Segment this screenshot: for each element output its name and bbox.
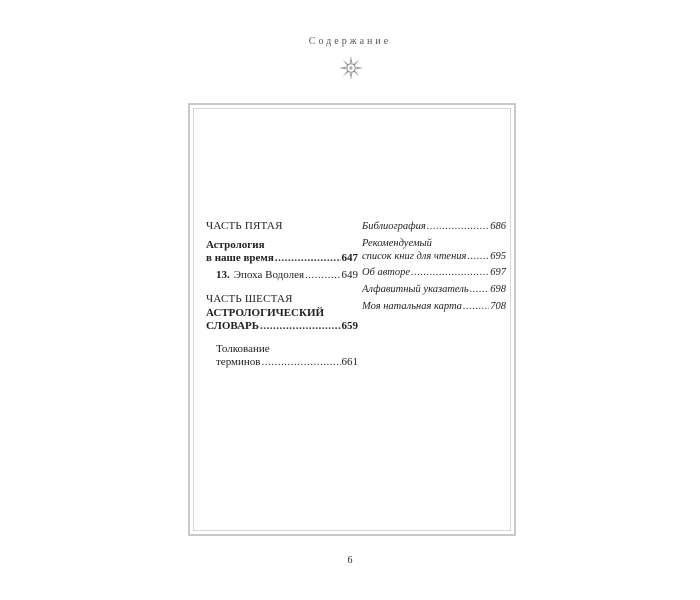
index-title: Алфавитный указатель [362, 284, 469, 295]
leader-dots [427, 220, 490, 233]
leader-dots [411, 266, 489, 279]
leader-dots [463, 300, 489, 313]
part6-title-line1: АСТРОЛОГИЧЕСКИЙ [206, 307, 325, 319]
toc-entry-terms[interactable] [206, 356, 358, 369]
part6-label: ЧАСТЬ ШЕСТАЯ [206, 293, 293, 305]
natal-chart-title: Моя натальная карта [362, 301, 462, 312]
leader-dots [305, 269, 340, 282]
terms-page: 661 [341, 356, 358, 368]
terms-line2: терминов [216, 356, 261, 368]
chapter13-number: 13. [216, 269, 230, 281]
part5-title-line1: Астрология [206, 239, 265, 251]
toc-entry-natal-chart[interactable] [362, 300, 506, 313]
running-head: Содержание [308, 36, 392, 47]
toc-entry-about-author[interactable] [362, 266, 506, 279]
leader-dots [275, 252, 341, 265]
bibliography-page: 686 [490, 221, 506, 232]
bibliography-title: Библиография [362, 221, 426, 232]
sun-ornament-icon [339, 56, 363, 80]
toc-entry-index[interactable] [362, 283, 506, 296]
toc-entry-chapter13[interactable] [206, 269, 358, 282]
toc-entry-recommended[interactable] [362, 250, 506, 263]
part6-title-line2: СЛОВАРЬ [206, 320, 260, 332]
page-number: 6 [347, 555, 353, 566]
recommended-line2: список книг для чтения [362, 251, 467, 262]
terms-line1: Толкование [216, 343, 270, 355]
chapter13-title: Эпоха Водолея [233, 269, 305, 281]
toc-entry-part6[interactable] [206, 320, 358, 333]
toc-entry-part5[interactable] [206, 252, 358, 265]
part5-label: ЧАСТЬ ПЯТАЯ [206, 220, 283, 232]
leader-dots [467, 250, 489, 263]
toc-left-column [206, 220, 358, 369]
recommended-page: 695 [490, 251, 506, 262]
index-page: 698 [490, 284, 506, 295]
part6-page: 659 [341, 320, 358, 332]
toc-entry-bibliography[interactable] [362, 220, 506, 233]
leader-dots [261, 356, 340, 369]
part5-page: 647 [341, 252, 358, 264]
about-author-title: Об авторе [362, 267, 411, 278]
part5-title-line2: в наше время [206, 252, 274, 264]
natal-chart-page: 708 [490, 301, 506, 312]
recommended-line1: Рекомендуемый [362, 238, 432, 249]
leader-dots [470, 283, 490, 296]
leader-dots [260, 320, 340, 333]
toc-right-column [362, 220, 506, 313]
chapter13-page: 649 [341, 269, 358, 281]
about-author-page: 697 [490, 267, 506, 278]
